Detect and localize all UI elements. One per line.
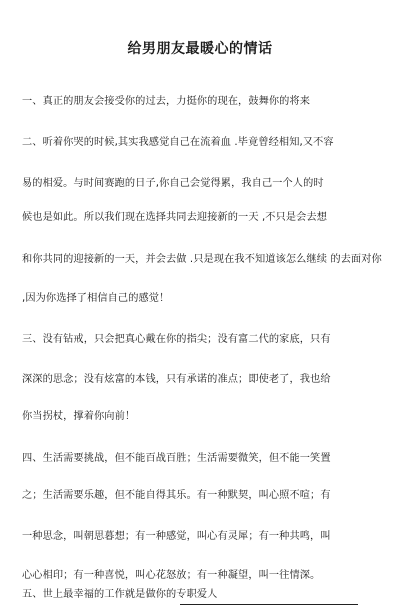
paragraph-line: 三、没有钻戒，只会把真心戴在你的指尖；没有富二代的家底，只有: [22, 334, 331, 345]
paragraph-line: 五、世上最幸福的工作就是做你的专职爱人: [22, 589, 218, 600]
paragraph-line: 深深的思念；没有炫富的本钱，只有承诺的准点；即使老了，我也给: [22, 374, 331, 385]
paragraph-line: 一、真正的朋友会接受你的过去，力挺你的现在，鼓舞你的将来: [22, 96, 311, 107]
divider-line: [180, 604, 358, 605]
paragraph-line: 之；生活需要乐趣，但不能自得其乐。有一种默契，叫心照不喧；有: [22, 490, 331, 501]
paragraph-line: 易的相爱。与时间赛跑的日子,你自己会觉得累，我自己一个人的时: [22, 178, 324, 189]
paragraph-line: 一种思念，叫朝思暮想；有一种感觉，叫心有灵犀；有一种共鸣，叫: [22, 531, 331, 542]
paragraph-line: ,因为你选择了相信自己的感觉！: [22, 293, 170, 304]
document-title: 给男朋友最暖心的情话: [127, 41, 273, 57]
paragraph-line: 和你共同的迎接新的一天，并会去做 .只是现在我不知道该怎么继续 的去面对你: [22, 254, 382, 265]
paragraph-line: 二、听着你哭的时候,其实我感觉自己在流着血 .毕竟曾经相知,又不容: [22, 137, 334, 148]
paragraph-line: 四、生活需要挑战，但不能百战百胜；生活需要微笑，但不能一笑置: [22, 453, 331, 464]
paragraph-line: 心心相印；有一种喜悦，叫心花怒放；有一种凝望，叫一往情深。: [22, 570, 321, 581]
paragraph-line: 你当拐杖，撑着你向前！: [22, 411, 136, 422]
paragraph-line: 候也是如此。所以我们现在选择共同去迎接新的一天 ,不只是会去想: [22, 212, 328, 223]
